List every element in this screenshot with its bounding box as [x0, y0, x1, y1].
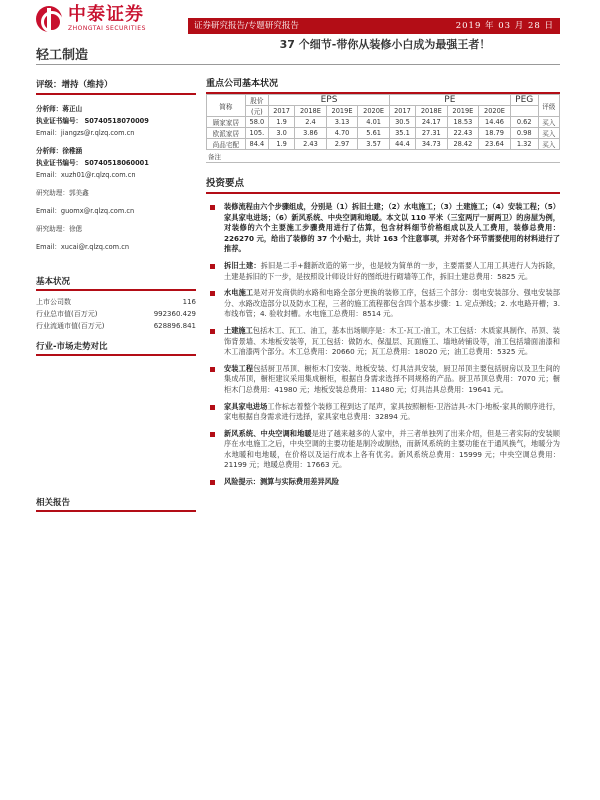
basic-info-value: 116 — [182, 298, 196, 306]
cell-value: 1.9 — [269, 117, 295, 128]
related-reports — [36, 496, 196, 517]
cell-price: 105. — [245, 128, 268, 139]
cell-value: 22.43 — [447, 128, 479, 139]
sidebar — [36, 76, 196, 361]
rating: 评级：增持（维持） — [36, 76, 196, 95]
point-key: 水电施工 — [224, 288, 254, 298]
page-header — [0, 0, 600, 40]
point-key: 土建施工 — [224, 325, 253, 335]
point-text: 是对开发商供的水路和电路全部分更换的装修工序，包括三个部分：弱电安装部分、强电安装部分、水路改造部分以及防水工程，三者的施工流程都包含四个基本步骤：1. 定点弹线；2. 水电路开槽；3. 布线布管；4. 验收封槽。水电施工总费用：8514 元。 — [224, 288, 560, 319]
logo-mark-icon — [36, 6, 62, 32]
col-year: 2017 — [389, 106, 415, 117]
cell-value: 4.01 — [358, 117, 390, 128]
col-year: 2020E — [358, 106, 390, 117]
cell-value: 35.1 — [389, 128, 415, 139]
summary-point: 装修流程由六个步骤组成，分别是（1）拆旧土建；（2）水电施工；（3）土建施工；（4）安装工程；（5）家具家电进场；（6）新风系统、中央空调和地暖。本文以 110 平米（三室两厅一厨两卫）的房屋为例，对装修的六个主要施工步骤费用进行了估算，包含材料细节价格组成以及人工费用，装修总费用：226270 元，给出了装修的 37 个小贴士，共计 163 个注意事项，并对各个环节需要使用的材料进行了推荐。 — [206, 202, 560, 255]
point-text: 包括厨卫吊顶、橱柜木门安装、地板安装、灯具洁具安装，厨卫吊顶主要包括厨房以及卫生间的集成吊顶，橱柜建议采用集成橱柜，根据自身需求选择不同规格的产品。厨卫吊顶总费用：7070 元；橱柜木门总费用：41980 元；地板安装总费用：11480 元；灯具洁具总费用：19641 元。 — [224, 363, 560, 394]
cell-value: 18.53 — [447, 117, 479, 128]
assistant-email[interactable]: Email：xucai@r.qlzq.com.cn — [36, 243, 130, 251]
investment-point — [206, 364, 560, 396]
report-title: 37 个细节-带你从装修小白成为最强王者！ — [279, 38, 491, 51]
cell-value: 3.86 — [295, 128, 327, 139]
cell-value: 5.61 — [358, 128, 390, 139]
col-peg: PEG — [510, 95, 538, 106]
basic-info-row — [36, 308, 196, 320]
investment-point — [206, 326, 560, 358]
cell-price: 58.0 — [245, 117, 268, 128]
col-price: 股价 — [245, 95, 268, 106]
point-text: 工作标志着整个装修工程到达了尾声，家具按照橱柜-卫浴洁具-木门-地板-家具的顺序进行，家电根据自身需求进行选择，家具家电总费用：32894 元。 — [224, 401, 560, 422]
cell-value: 2.97 — [326, 139, 358, 150]
cell-price: 84.4 — [245, 139, 268, 150]
col-year: 2017 — [269, 106, 295, 117]
investment-point — [206, 429, 560, 471]
table-note: 备注 — [206, 150, 560, 163]
logo-name-cn: 中泰证券 — [68, 4, 144, 25]
basic-info-value: 628896.841 — [153, 322, 196, 330]
basic-info-label: 行业总市值(百万元) — [36, 310, 98, 318]
point-text: 是进了越来越多的人家中，并三者单独列了出来介绍，但是三者实际的安装顺序在水电施工之后，中央空调的主要功能是制冷或制热，而新风系统的主要功能在于通风换气，地暖分为水地暖和电地暖，在价格以及运行成本上各有优劣。新风系统总费用：15999 元；中央空调总费用：21199 元；地暖总费用：17663 元。 — [224, 428, 560, 470]
investment-point — [206, 288, 560, 320]
cell-name: 顾家家居 — [207, 117, 246, 128]
assistant-name: 研究助理：郭美鑫 — [36, 189, 89, 197]
analyst-cert: 执业证书编号： S0740518070009 — [36, 117, 149, 125]
cell-name: 欧派家居 — [207, 128, 246, 139]
trend-chart-title: 行业-市场走势对比 — [36, 340, 196, 356]
investment-point — [206, 402, 560, 423]
investment-point — [206, 261, 560, 282]
header-divider — [36, 64, 560, 65]
cell-rating: 买入 — [538, 139, 559, 150]
cell-peg: 1.32 — [510, 139, 538, 150]
risk-warning — [206, 477, 560, 488]
point-text: 包括木工、瓦工、油工，基本出场顺序是：木工-瓦工-油工，木工包括：木质家具制作、吊顶、装饰背景墙、木地板安装等，瓦工包括：做防水、保温层、瓦面施工、墙地砖铺设等，油工包括墙面油漆和木工油漆两个部分。木工总费用：20660 元；瓦工总费用：18020 元；油工总费用：5325 元。 — [224, 325, 560, 357]
company-table — [206, 94, 560, 150]
cell-value: 23.64 — [479, 139, 511, 150]
investment-points — [206, 202, 560, 488]
investment-title: 投资要点 — [206, 175, 560, 194]
company-table-title: 重点公司基本状况 — [206, 76, 560, 94]
company-logo — [36, 4, 146, 34]
analyst-name: 分析师：徐稚涵 — [36, 147, 83, 155]
analyst-cert: 执业证书编号： S0740518060001 — [36, 159, 149, 167]
cell-name: 尚品宅配 — [207, 139, 246, 150]
col-rating: 评级 — [538, 95, 559, 117]
col-eps: EPS — [269, 95, 390, 106]
analyst-email[interactable]: Email：xuzh01@r.qlzq.com.cn — [36, 171, 136, 179]
basic-info-label: 上市公司数 — [36, 298, 71, 306]
table-row — [207, 139, 560, 150]
cell-peg: 0.62 — [510, 117, 538, 128]
report-banner — [188, 18, 560, 34]
point-key: 拆旧土建： — [224, 260, 261, 270]
cell-value: 3.0 — [269, 128, 295, 139]
cell-value: 24.17 — [416, 117, 448, 128]
cell-value: 2.43 — [295, 139, 327, 150]
col-year: 2019E — [447, 106, 479, 117]
basic-info-title: 基本状况 — [36, 275, 196, 291]
cell-value: 44.4 — [389, 139, 415, 150]
cell-value: 30.5 — [389, 117, 415, 128]
basic-info-row — [36, 296, 196, 308]
assistant-name: 研究助理：徐偲 — [36, 225, 83, 233]
analyst-email[interactable]: Email：jiangzs@r.qlzq.com.cn — [36, 129, 135, 137]
col-year: 2018E — [416, 106, 448, 117]
cell-value: 2.4 — [295, 117, 327, 128]
report-date: 2019 年 03 月 28 日 — [455, 21, 554, 31]
col-price-unit: (元) — [245, 106, 268, 117]
col-year: 2020E — [479, 106, 511, 117]
table-row — [207, 128, 560, 139]
basic-info-label: 行业流通市值(百万元) — [36, 322, 105, 330]
logo-name-en: ZHONGTAI SECURITIES — [68, 25, 146, 32]
related-reports-title: 相关报告 — [36, 496, 196, 512]
basic-info-value: 992360.429 — [153, 310, 196, 318]
col-year: 2018E — [295, 106, 327, 117]
cell-value: 14.46 — [479, 117, 511, 128]
industry-name: 轻工制造 — [36, 48, 89, 63]
point-key: 家具家电进场 — [224, 401, 268, 411]
table-row — [207, 117, 560, 128]
col-pe: PE — [389, 95, 510, 106]
cell-value: 27.31 — [416, 128, 448, 139]
cell-peg: 0.98 — [510, 128, 538, 139]
cell-rating: 买入 — [538, 128, 559, 139]
assistant-email[interactable]: Email：guomx@r.qlzq.com.cn — [36, 207, 135, 215]
basic-info-row — [36, 320, 196, 332]
col-name: 简称 — [207, 95, 246, 117]
cell-value: 28.42 — [447, 139, 479, 150]
cell-value: 3.57 — [358, 139, 390, 150]
report-type: 证券研究报告/专题研究报告 — [194, 21, 299, 31]
cell-value: 3.13 — [326, 117, 358, 128]
analyst-name: 分析师：蒋正山 — [36, 105, 83, 113]
cell-value: 1.9 — [269, 139, 295, 150]
main-content — [206, 76, 560, 494]
point-key: 安装工程 — [224, 363, 254, 373]
point-key: 风险提示： — [224, 477, 260, 487]
cell-value: 18.79 — [479, 128, 511, 139]
point-text: 拆旧是二手+翻新改造的第一步，也是较为简单的一步，主要需要人工用工具进行人为拆除，土建是拆旧的下一步，是按照设计师设计好的图纸进行砌墙等工作，拆旧土建总费用：5825 元。 — [224, 260, 560, 281]
point-text: 测算与实际费用差异风险 — [259, 477, 340, 487]
point-key: 新风系统、中央空调和地暖 — [224, 428, 312, 438]
cell-value: 34.73 — [416, 139, 448, 150]
cell-value: 4.70 — [326, 128, 358, 139]
col-year: 2019E — [326, 106, 358, 117]
cell-rating: 买入 — [538, 117, 559, 128]
